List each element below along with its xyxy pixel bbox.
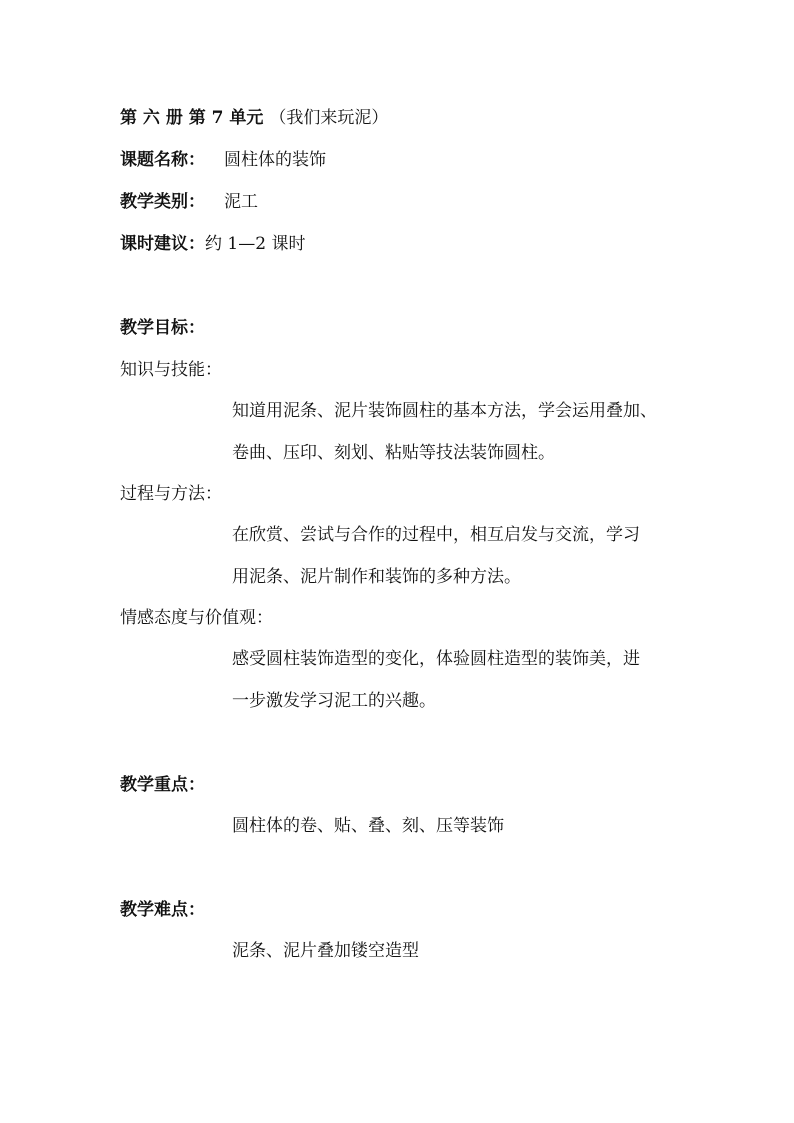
emotion-line-1: 感受圆柱装饰造型的变化，体验圆柱造型的装饰美，进	[232, 649, 640, 669]
process-line-2: 用泥条、泥片制作和装饰的多种方法。	[232, 567, 521, 587]
category-label: 教学类别：	[120, 192, 205, 212]
knowledge-label: 知识与技能：	[120, 360, 222, 380]
hours-value: 约 1—2 课时	[205, 234, 306, 254]
emotion-label: 情感态度与价值观：	[120, 608, 273, 628]
key-points-content: 圆柱体的卷、贴、叠、刻、压等装饰	[232, 816, 504, 836]
volume-label: 第 六 册	[120, 108, 183, 128]
difficulties-content: 泥条、泥片叠加镂空造型	[232, 941, 419, 961]
objectives-heading: 教学目标：	[120, 318, 205, 338]
topic-label: 课题名称：	[120, 150, 205, 170]
topic-row	[120, 148, 326, 172]
category-value: 泥工	[224, 192, 258, 212]
hours-row	[120, 232, 305, 256]
process-label: 过程与方法：	[120, 484, 222, 504]
process-line-1: 在欣赏、尝试与合作的过程中，相互启发与交流，学习	[232, 525, 640, 545]
category-row	[120, 190, 258, 214]
unit-title: （我们来玩泥）	[269, 108, 389, 128]
topic-value: 圆柱体的装饰	[224, 150, 326, 170]
difficulties-heading: 教学难点：	[120, 900, 205, 920]
key-points-heading: 教学重点：	[120, 775, 205, 795]
unit-label: 第 7 单元	[188, 108, 264, 128]
knowledge-line-2: 卷曲、压印、刻划、粘贴等技法装饰圆柱。	[232, 443, 555, 463]
unit-header	[120, 106, 388, 130]
knowledge-line-1: 知道用泥条、泥片装饰圆柱的基本方法，学会运用叠加、	[232, 401, 657, 421]
emotion-line-2: 一步激发学习泥工的兴趣。	[232, 691, 436, 711]
hours-label: 课时建议：	[120, 234, 205, 254]
